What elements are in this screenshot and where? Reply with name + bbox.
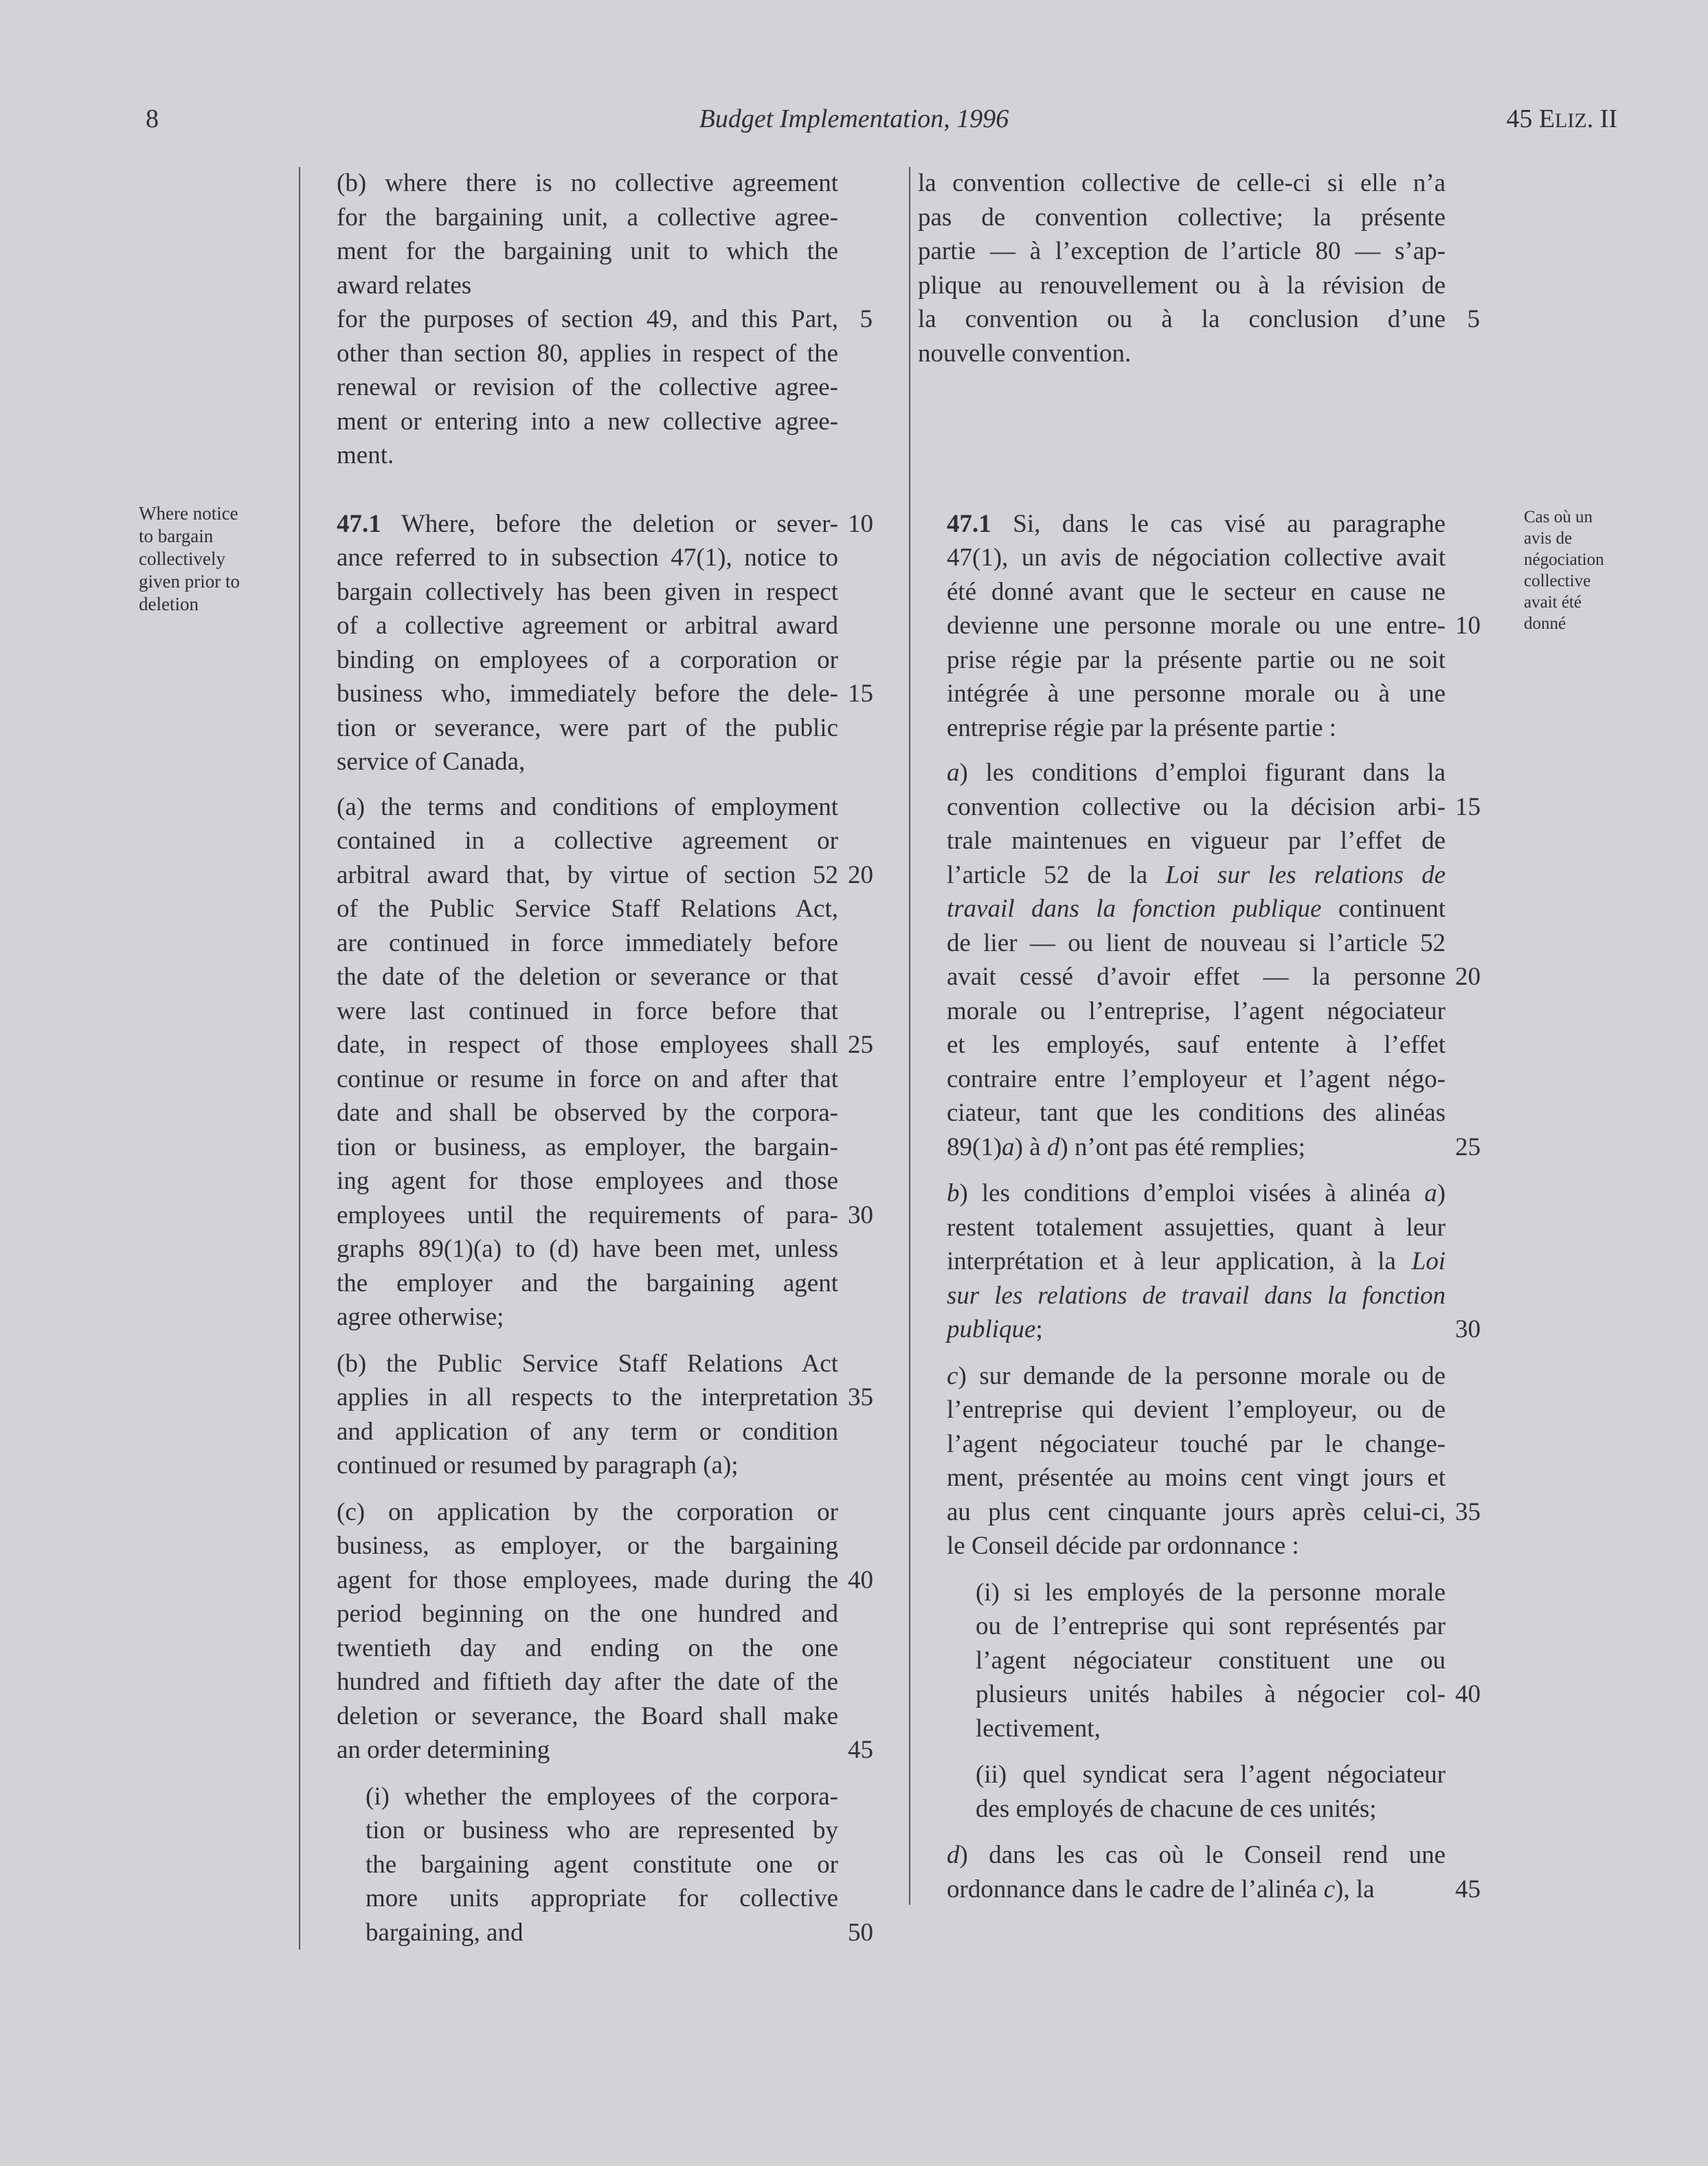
english-column: [337, 166, 873, 1950]
line-text: (b) the Public Service Staff Relations Act: [337, 1349, 838, 1378]
paragraph-gap: [337, 1767, 873, 1780]
paragraph-gap: [918, 1347, 1480, 1359]
text-line: [337, 1780, 873, 1814]
line-text: continue or resume in force on and after that: [337, 1064, 838, 1093]
line-text: 47(1), un avis de négociation collective avait: [947, 544, 1446, 572]
text-line: [337, 302, 873, 337]
text-line: [918, 1576, 1480, 1610]
text-line: [337, 1449, 873, 1483]
line-text: service of Canada,: [337, 748, 526, 776]
line-text: partie — à l’exception de l’article 80 — s’ap-: [918, 237, 1446, 265]
line-text: l’agent négociateur touché par le change-: [947, 1429, 1446, 1458]
line-text: the date of the deletion or severance or that: [337, 963, 838, 991]
line-text: agree otherwise;: [337, 1303, 504, 1331]
text-line: [918, 302, 1480, 337]
marginal-note-line: collectively: [139, 548, 225, 569]
line-text: 47.1 Where, before the deletion or sever-: [337, 509, 838, 538]
line-text: more units appropriate for collective: [366, 1884, 838, 1912]
line-text: ou de l’entreprise qui sont représentés par: [976, 1612, 1446, 1640]
text-line: [918, 1028, 1480, 1062]
line-text: l’article 52 de la Loi sur les relations de: [947, 860, 1446, 889]
text-line: [918, 1838, 1480, 1873]
line-number: 30: [848, 1201, 873, 1229]
section-number: 47.1: [947, 509, 991, 538]
line-number: 10: [1455, 612, 1481, 640]
line-number: 5: [859, 305, 873, 333]
text-line: [918, 1792, 1480, 1827]
line-text: date and shall be observed by the corpora-: [337, 1099, 838, 1127]
text-line: [337, 234, 873, 269]
line-text: ment for the bargaining unit to which the: [337, 237, 838, 265]
line-text: b) les conditions d’emploi visées à alinéa a): [947, 1179, 1446, 1207]
text-line: [337, 711, 873, 746]
text-line: [337, 1415, 873, 1449]
line-text: graphs 89(1)(a) to (d) have been met, unless: [337, 1235, 838, 1263]
text-line: [337, 609, 873, 643]
text-line: [918, 1211, 1480, 1245]
text-line: [337, 1495, 873, 1530]
text-line: [337, 1062, 873, 1097]
line-text: pas de convention collective; la présente: [918, 203, 1446, 232]
paragraph-gap: [918, 1745, 1480, 1758]
left-column-rule: [299, 167, 300, 1950]
line-text: tion or severance, were part of the public: [337, 713, 838, 742]
line-text: (a) the terms and conditions of employment: [337, 792, 838, 821]
line-text: period beginning on the one hundred and: [337, 1600, 838, 1628]
line-number: 45: [1455, 1875, 1481, 1903]
line-text: nouvelle convention.: [918, 339, 1132, 368]
line-text: lectivement,: [976, 1714, 1101, 1743]
text-line: [337, 1882, 873, 1916]
paragraph-gap: [337, 1483, 873, 1495]
marginal-note-line: négociation: [1524, 550, 1604, 569]
line-text: plusieurs unités habiles à négocier col-: [976, 1680, 1446, 1708]
text-line: [337, 1096, 873, 1130]
paragraph-gap: [337, 1335, 873, 1347]
line-text: 47.1 Si, dans le cas visé au paragraphe: [947, 509, 1446, 538]
text-line: [918, 1677, 1480, 1712]
text-line: [337, 405, 873, 439]
text-line: [918, 790, 1480, 825]
text-line: [918, 166, 1480, 201]
text-line: [918, 1758, 1480, 1792]
line-text: la convention ou à la conclusion d’une: [918, 305, 1446, 333]
marginal-note-line: donné: [1524, 614, 1566, 633]
text-line: [918, 960, 1480, 994]
line-text: the bargaining agent constitute one or: [366, 1850, 838, 1879]
text-line: [337, 824, 873, 858]
text-line: [918, 575, 1480, 610]
text-line: [918, 1495, 1480, 1530]
text-line: [918, 1609, 1480, 1644]
text-line: [337, 994, 873, 1029]
text-line: [918, 756, 1480, 790]
line-text: of the Public Service Staff Relations Act,: [337, 895, 838, 923]
line-number: 5: [1467, 305, 1480, 333]
line-text: are continued in force immediately before: [337, 928, 838, 957]
line-text: business who, immediately before the dele-: [337, 680, 838, 708]
text-line: [337, 1529, 873, 1563]
text-line: [337, 1164, 873, 1198]
line-text: (i) si les employés de la personne morale: [976, 1578, 1446, 1607]
line-text: an order determining: [337, 1736, 550, 1764]
text-line: [337, 370, 873, 405]
line-text: applies in all respects to the interpretation: [337, 1383, 838, 1411]
line-text: d) dans les cas où le Conseil rend une: [947, 1841, 1446, 1869]
paragraph-gap: [337, 779, 873, 790]
line-number: 10: [848, 509, 873, 538]
text-line: [918, 1279, 1480, 1313]
paragraph-gap: [337, 473, 873, 507]
marginal-note-line: avait été: [1524, 593, 1582, 612]
running-title: Budget Implementation, 1996: [699, 104, 1009, 133]
text-line: [918, 994, 1480, 1029]
center-column-rule: [909, 167, 910, 1905]
text-line: [918, 1529, 1480, 1563]
line-text: convention collective ou la décision arbi-: [947, 792, 1446, 821]
text-line: [337, 1916, 873, 1950]
paragraph-gap: [918, 1826, 1480, 1838]
line-text: for the bargaining unit, a collective agree-: [337, 203, 838, 232]
line-text: et les employés, sauf entente à l’effet: [947, 1031, 1446, 1059]
line-text: l’agent négociateur constituent une ou: [976, 1646, 1446, 1675]
text-line: [918, 1873, 1480, 1907]
line-text: (i) whether the employees of the corpora-: [366, 1782, 838, 1811]
line-text: (c) on application by the corporation or: [337, 1497, 838, 1526]
line-text: ing agent for those employees and those: [337, 1167, 838, 1195]
line-text: l’entreprise qui devient l’employeur, ou de: [947, 1396, 1446, 1424]
line-number: 35: [848, 1383, 873, 1411]
text-line: [918, 337, 1480, 371]
line-text: bargain collectively has been given in respect: [337, 577, 838, 606]
line-text: of a collective agreement or arbitral award: [337, 612, 838, 640]
line-text: the employer and the bargaining agent: [337, 1269, 838, 1297]
text-line: [337, 858, 873, 893]
text-line: [337, 677, 873, 711]
text-line: [918, 1644, 1480, 1678]
text-line: [918, 711, 1480, 746]
paragraph-gap: [918, 1164, 1480, 1176]
text-line: [337, 892, 873, 926]
marginal-note-en: [139, 502, 240, 616]
text-line: [337, 269, 873, 303]
text-line: [918, 1712, 1480, 1746]
line-number: 35: [1455, 1497, 1481, 1526]
line-text: twentieth day and ending on the one: [337, 1633, 838, 1662]
line-text: award relates: [337, 271, 472, 300]
line-text: bargaining, and: [366, 1918, 524, 1947]
text-line: [337, 1597, 873, 1631]
line-text: were last continued in force before that: [337, 996, 838, 1025]
line-text: ance referred to in subsection 47(1), notice to: [337, 544, 838, 572]
text-line: [918, 1393, 1480, 1427]
text-line: [337, 1130, 873, 1165]
line-number: 40: [848, 1565, 873, 1594]
line-text: other than section 80, applies in respect of the: [337, 339, 838, 368]
marginal-note-line: Cas où un: [1524, 508, 1593, 526]
text-line: [337, 643, 873, 678]
line-text: business, as employer, or the bargaining: [337, 1532, 838, 1560]
text-line: [337, 201, 873, 235]
line-text: tion or business who are represented by: [366, 1816, 838, 1844]
text-line: [918, 609, 1480, 643]
line-number: 15: [848, 680, 873, 708]
line-text: (b) where there is no collective agreement: [337, 169, 838, 197]
line-text: c) sur demande de la personne morale ou de: [947, 1361, 1446, 1390]
line-text: entreprise régie par la présente partie :: [947, 713, 1337, 742]
line-text: hundred and fiftieth day after the date of the: [337, 1668, 838, 1696]
line-text: deletion or severance, the Board shall make: [337, 1701, 838, 1730]
text-line: [337, 438, 873, 473]
line-number: 25: [1455, 1132, 1481, 1161]
text-line: [337, 541, 873, 575]
marginal-note-line: Where notice: [139, 503, 238, 524]
line-number: 20: [1455, 963, 1481, 991]
line-number: 15: [1455, 792, 1481, 821]
text-line: [918, 541, 1480, 575]
text-line: [918, 824, 1480, 858]
text-line: [918, 1176, 1480, 1211]
line-text: de lier — ou lient de nouveau si l’article 52: [947, 928, 1446, 957]
paragraph-gap: [918, 745, 1480, 756]
marginal-note-fr: [1524, 506, 1604, 634]
line-text: ciateur, tant que les conditions des alinéas: [947, 1099, 1446, 1127]
text-line: [918, 677, 1480, 711]
text-line: [337, 1198, 873, 1233]
line-text: publique;: [947, 1315, 1043, 1343]
line-text: agent for those employees, made during the: [337, 1565, 838, 1594]
line-text: binding on employees of a corporation or: [337, 645, 838, 674]
text-line: [337, 960, 873, 994]
line-text: renewal or revision of the collective agree-: [337, 373, 838, 401]
text-line: [918, 643, 1480, 678]
text-line: [337, 1381, 873, 1415]
line-text: des employés de chacune de ces unités;: [976, 1794, 1377, 1823]
line-text: date, in respect of those employees shall: [337, 1031, 838, 1059]
line-text: for the purposes of section 49, and this Part,: [337, 305, 838, 333]
text-line: [337, 1028, 873, 1062]
marginal-note-line: avis de: [1524, 529, 1573, 548]
text-line: [337, 1848, 873, 1882]
text-line: [918, 892, 1480, 926]
line-text: a) les conditions d’emploi figurant dans la: [947, 759, 1446, 787]
text-line: [337, 1665, 873, 1699]
marginal-note-line: to bargain: [139, 526, 214, 546]
line-text: restent totalement assujetties, quant à leur: [947, 1213, 1446, 1242]
page-number: 8: [146, 104, 159, 133]
text-line: [918, 507, 1480, 542]
text-line: [918, 858, 1480, 893]
line-number: 40: [1455, 1680, 1481, 1708]
text-line: [337, 1563, 873, 1598]
marginal-note-line: collective: [1524, 572, 1591, 590]
text-line: [337, 1232, 873, 1266]
line-text: 89(1)a) à d) n’ont pas été remplies;: [947, 1132, 1305, 1161]
text-line: [918, 234, 1480, 269]
line-text: prise régie par la présente partie ou ne soit: [947, 645, 1446, 674]
marginal-note-line: given prior to: [139, 571, 240, 592]
marginal-note-line: deletion: [139, 594, 199, 614]
text-line: [918, 1359, 1480, 1394]
line-text: and application of any term or condition: [337, 1417, 838, 1446]
text-line: [918, 269, 1480, 303]
line-number: 45: [848, 1736, 873, 1764]
line-text: contraire entre l’employeur et l’agent négo-: [947, 1064, 1446, 1093]
line-text: (ii) quel syndicat sera l’agent négociateur: [976, 1761, 1446, 1789]
line-number: 20: [848, 860, 873, 889]
line-text: employees until the requirements of para-: [337, 1201, 838, 1229]
line-text: tion or business, as employer, the bargain-: [337, 1132, 838, 1161]
line-text: morale ou l’entreprise, l’agent négociateur: [947, 996, 1446, 1025]
text-line: [337, 1813, 873, 1848]
text-line: [918, 1427, 1480, 1462]
text-line: [337, 926, 873, 961]
text-line: [918, 1096, 1480, 1130]
text-line: [337, 166, 873, 201]
text-line: [337, 575, 873, 610]
line-text: contained in a collective agreement or: [337, 827, 838, 855]
line-text: été donné avant que le secteur en cause ne: [947, 577, 1446, 606]
text-line: [337, 1300, 873, 1335]
text-line: [918, 1130, 1480, 1165]
line-text: plique au renouvellement ou à la révision de: [918, 271, 1446, 300]
line-text: continued or resumed by paragraph (a);: [337, 1451, 739, 1480]
line-number: 30: [1455, 1315, 1481, 1343]
line-text: arbitral award that, by virtue of section 52: [337, 860, 838, 889]
line-text: le Conseil décide par ordonnance :: [947, 1532, 1299, 1560]
line-text: interprétation et à leur application, à la Loi: [947, 1247, 1446, 1275]
french-column: [918, 166, 1480, 1906]
line-number: 50: [848, 1918, 873, 1947]
line-text: avait cessé d’avoir effet — la personne: [947, 963, 1446, 991]
text-line: [337, 1347, 873, 1381]
text-line: [918, 1244, 1480, 1279]
line-number: 25: [848, 1031, 873, 1059]
line-text: devienne une personne morale ou une entre-: [947, 612, 1446, 640]
text-line: [918, 1062, 1480, 1097]
text-line: [337, 745, 873, 779]
section-number: 47.1: [337, 509, 381, 538]
text-line: [918, 1461, 1480, 1495]
line-text: ment or entering into a new collective agree-: [337, 407, 838, 436]
text-line: [337, 1699, 873, 1734]
text-line: [918, 926, 1480, 961]
paragraph-gap: [918, 1563, 1480, 1576]
text-line: [337, 790, 873, 825]
text-line: [337, 1266, 873, 1301]
text-line: [337, 507, 873, 542]
paragraph-gap: [918, 370, 1480, 507]
line-text: sur les relations de travail dans la fonction: [947, 1281, 1446, 1310]
line-text: la convention collective de celle-ci si elle n’a: [918, 169, 1446, 197]
text-line: [918, 1313, 1480, 1347]
line-text: travail dans la fonction publique continuent: [947, 895, 1446, 923]
text-line: [918, 201, 1480, 235]
line-text: au plus cent cinquante jours après celui-ci,: [947, 1497, 1446, 1526]
text-line: [337, 1631, 873, 1666]
text-line: [337, 1733, 873, 1767]
line-text: ment, présentée au moins cent vingt jours et: [947, 1464, 1446, 1492]
text-line: [337, 337, 873, 371]
regnal-year: 45 ELIZ. II: [1506, 104, 1617, 133]
line-text: ment.: [337, 441, 394, 469]
line-text: trale maintenues en vigueur par l’effet de: [947, 827, 1446, 855]
line-text: ordonnance dans le cadre de l’alinéa c), la: [947, 1875, 1375, 1903]
line-text: intégrée à une personne morale ou à une: [947, 680, 1446, 708]
